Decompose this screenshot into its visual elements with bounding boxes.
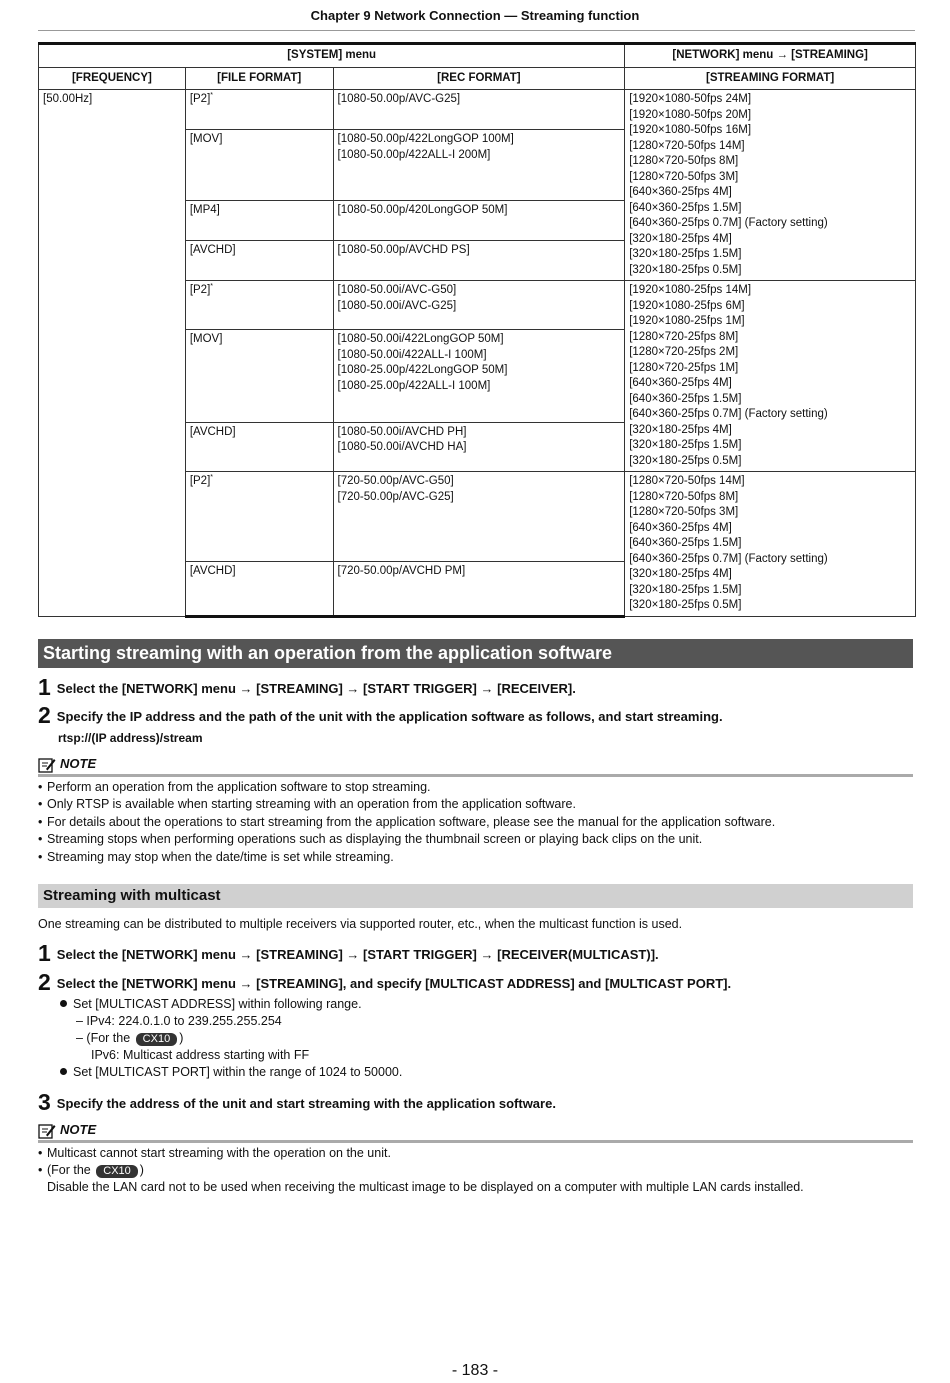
note-item — [38, 1162, 391, 1179]
file-format-cell — [185, 200, 333, 240]
file-format-cell — [185, 330, 333, 422]
rec-format-cell — [333, 422, 625, 471]
rec-format-cell — [333, 200, 625, 240]
rec-format-value: [1080-50.00i/AVCHD PH] — [337, 425, 467, 438]
rec-format-value: [1080-50.00i/422LongGOP 50M] — [337, 333, 504, 346]
streaming-format-cell — [625, 472, 916, 617]
file-format-label: [AVCHD] — [189, 243, 236, 256]
step-number: 3 — [38, 1089, 51, 1115]
header-divider — [38, 30, 915, 31]
note-pencil-icon — [38, 756, 56, 774]
note-for-the: (For the — [47, 1163, 91, 1178]
frequency-cell: [50.00Hz] — [39, 90, 186, 617]
file-format-cell — [185, 240, 333, 280]
streaming-format-value: [1280×720-50fps 8M] — [629, 155, 739, 167]
rec-format-value: [720-50.00p/AVC-G25] — [337, 490, 454, 503]
file-format-cell — [185, 562, 333, 616]
streaming-format-cell — [625, 90, 916, 281]
rtsp-url: rtsp://(IP address)/stream — [58, 731, 203, 745]
step-1 — [38, 938, 659, 965]
streaming-format-value: [1920×1080-25fps 1M] — [629, 315, 745, 327]
note-item: • Streaming may stop when the date/time is set while streaming. — [38, 849, 775, 866]
paren-close: ) — [139, 1163, 144, 1178]
streaming-format-value: [640×360-25fps 0.7M] (Factory setting) — [629, 552, 828, 565]
streaming-format-value: [320×180-25fps 0.5M] — [629, 599, 742, 611]
streaming-format-value: [640×360-25fps 1.5M] — [629, 537, 742, 549]
footnote-marker: * — [210, 283, 214, 290]
note-item: • For details about the operations to start streaming from the application software, please see the manual for the application software. — [38, 814, 775, 831]
streaming-format-value: [320×180-25fps 4M] — [629, 568, 732, 580]
note-item: • Perform an operation from the application software to stop streaming. — [38, 779, 775, 796]
step-2 — [38, 700, 723, 727]
step-text: Specify the address of the unit and start streaming with the application software. — [56, 1096, 556, 1111]
footnote-marker: * — [210, 474, 214, 481]
rec-format-value: [1080-50.00p/AVC-G25] — [337, 93, 461, 105]
rec-format-value: [720-50.00p/AVCHD PM] — [337, 565, 466, 578]
bullet-text: Set [MULTICAST PORT] within the range of 1024 to 50000. — [73, 1065, 403, 1079]
streaming-format-value: [640×360-25fps 4M] — [629, 521, 732, 534]
rec-format-value: [1080-50.00i/AVC-G25] — [337, 299, 457, 312]
file-format-cell — [185, 472, 333, 562]
rec-format-value: [1080-50.00i/422ALL-I 100M] — [337, 348, 487, 361]
bullet-dot — [60, 1068, 67, 1075]
col-frequency: [FREQUENCY] — [39, 67, 186, 90]
rec-format-value: [1080-50.00p/AVCHD PS] — [337, 243, 470, 256]
note-pencil-icon — [38, 1122, 56, 1140]
bullet-multicast-address — [60, 997, 362, 1011]
rec-format-value: [1080-50.00p/420LongGOP 50M] — [337, 203, 508, 216]
file-format-label: [AVCHD] — [189, 565, 236, 578]
table-row — [39, 90, 916, 130]
streaming-format-value: [640×360-25fps 4M] — [629, 186, 732, 198]
streaming-format-value: [1920×1080-25fps 6M] — [629, 299, 745, 312]
rec-format-cell — [333, 562, 625, 616]
section-title-multicast: Streaming with multicast — [38, 884, 913, 908]
streaming-format-value: [1280×720-50fps 14M] — [629, 475, 745, 487]
streaming-format-value: [640×360-25fps 4M] — [629, 377, 732, 389]
file-format-label: [MOV] — [189, 333, 223, 346]
file-format-cell — [185, 422, 333, 471]
file-format-cell — [185, 90, 333, 130]
ipv4-range: – IPv4: 224.0.1.0 to 239.255.255.254 — [76, 1014, 282, 1028]
bullet-text: Set [MULTICAST ADDRESS] within following range. — [73, 997, 362, 1011]
file-format-label: [P2] — [189, 284, 211, 296]
note-header — [38, 756, 913, 777]
streaming-format-cell — [625, 281, 916, 472]
ipv6-range: IPv6: Multicast address starting with FF — [91, 1048, 310, 1062]
rec-format-cell — [333, 130, 625, 201]
rec-format-value: [720-50.00p/AVC-G50] — [337, 475, 454, 487]
step-text: Select the [NETWORK] menu → [STREAMING] → [START TRIGGER] → [RECEIVER(MULTICAST)]. — [56, 947, 659, 962]
streaming-format-value: [1920×1080-50fps 16M] — [629, 124, 752, 136]
col-file-format: [FILE FORMAT] — [185, 67, 333, 90]
step-text: Select the [NETWORK] menu → [STREAMING] → [START TRIGGER] → [RECEIVER]. — [56, 681, 576, 696]
streaming-format-value: [320×180-25fps 1.5M] — [629, 248, 742, 260]
step-number: 2 — [38, 969, 51, 995]
note-lan-card: Disable the LAN card not to be used when receiving the multicast image to be displayed on a computer with multiple LAN cards installed. — [47, 1180, 804, 1194]
file-format-cell — [185, 130, 333, 201]
streaming-format-value: [1920×1080-25fps 14M] — [629, 284, 752, 296]
note-item: • Only RTSP is available when starting streaming with an operation from the application software. — [38, 796, 775, 813]
note-list — [38, 779, 775, 866]
streaming-format-value: [320×180-25fps 1.5M] — [629, 583, 742, 596]
step-number: 1 — [38, 674, 51, 700]
streaming-format-value: [1280×720-50fps 3M] — [629, 506, 739, 518]
multicast-intro: One streaming can be distributed to multiple receivers via supported router, etc., when the multicast function is used. — [38, 917, 683, 931]
rec-format-value: [1080-25.00p/422LongGOP 50M] — [337, 364, 508, 377]
rec-format-cell — [333, 90, 625, 130]
bullet-dot — [60, 1000, 67, 1007]
rec-format-value: [1080-50.00i/AVCHD HA] — [337, 441, 467, 454]
chapter-header: Chapter 9 Network Connection — Streaming function — [310, 8, 640, 23]
streaming-format-value: [640×360-25fps 1.5M] — [629, 392, 742, 405]
streaming-format-value: [640×360-25fps 0.7M] (Factory setting) — [629, 408, 828, 420]
cx10-condition — [76, 1031, 183, 1046]
streaming-format-value: [640×360-25fps 1.5M] — [629, 201, 742, 214]
streaming-format-value: [1280×720-50fps 8M] — [629, 490, 739, 503]
section-title-application-streaming: Starting streaming with an operation from the application software — [38, 639, 913, 668]
cx10-badge: CX10 — [136, 1033, 178, 1046]
step-number: 2 — [38, 702, 51, 728]
note-item: • Streaming stops when performing operations such as displaying the thumbnail screen or playing back clips on the unit. — [38, 831, 775, 848]
rec-format-cell — [333, 240, 625, 280]
note-item: • Multicast cannot start streaming with the operation on the unit. — [38, 1145, 391, 1162]
streaming-format-value: [320×180-25fps 0.5M] — [629, 454, 742, 467]
col-rec-format: [REC FORMAT] — [333, 67, 625, 90]
file-format-label: [P2] — [189, 93, 211, 105]
streaming-format-value: [1920×1080-50fps 24M] — [629, 93, 752, 105]
streaming-format-value: [640×360-25fps 0.7M] (Factory setting) — [629, 217, 828, 229]
step-text: Specify the IP address and the path of the unit with the application software as follows, and start streaming. — [56, 709, 723, 724]
step-text: Select the [NETWORK] menu → [STREAMING], and specify [MULTICAST ADDRESS] and [MULTICAST PORT]. — [56, 976, 732, 991]
note-header — [38, 1122, 913, 1143]
file-format-label: [MOV] — [189, 133, 223, 146]
step-number: 1 — [38, 940, 51, 966]
step-1 — [38, 672, 576, 699]
step-3 — [38, 1087, 556, 1114]
footnote-marker: * — [210, 92, 214, 99]
streaming-format-value: [1280×720-50fps 3M] — [629, 170, 739, 183]
streaming-format-value: [320×180-25fps 0.5M] — [629, 263, 742, 276]
file-format-label: [P2] — [189, 475, 211, 487]
rec-format-value: [1080-50.00i/AVC-G50] — [337, 284, 457, 296]
rec-format-cell — [333, 330, 625, 422]
note-label: NOTE — [60, 1122, 97, 1137]
rec-format-value: [1080-50.00p/422ALL-I 200M] — [337, 148, 491, 161]
streaming-format-value: [320×180-25fps 4M] — [629, 232, 732, 245]
streaming-format-value: [320×180-25fps 4M] — [629, 423, 732, 436]
note-list — [38, 1145, 391, 1180]
rec-format-value: [1080-25.00p/422ALL-I 100M] — [337, 379, 491, 392]
streaming-format-value: [1280×720-50fps 14M] — [629, 139, 745, 152]
cx10-badge: CX10 — [96, 1165, 138, 1178]
file-format-cell — [185, 281, 333, 330]
note-label: NOTE — [60, 756, 97, 771]
bullet-multicast-port — [60, 1065, 402, 1079]
file-format-label: [AVCHD] — [189, 425, 236, 438]
rec-format-value: [1080-50.00p/422LongGOP 100M] — [337, 133, 514, 146]
step-2 — [38, 967, 731, 994]
file-format-label: [MP4] — [189, 203, 220, 216]
paren-close: ) — [179, 1031, 184, 1045]
streaming-format-value: [320×180-25fps 1.5M] — [629, 439, 742, 451]
for-the-text: – (For the — [76, 1031, 131, 1045]
streaming-format-value: [1280×720-25fps 1M] — [629, 361, 739, 374]
rec-format-cell — [333, 281, 625, 330]
page-number: - 183 - — [451, 1362, 499, 1379]
streaming-format-value: [1920×1080-50fps 20M] — [629, 108, 752, 121]
rec-format-cell — [333, 472, 625, 562]
streaming-format-table — [38, 42, 916, 618]
system-menu-header: [SYSTEM] menu — [39, 44, 625, 68]
streaming-format-value: [1280×720-25fps 2M] — [629, 346, 739, 358]
network-menu-header: [NETWORK] menu → [STREAMING] — [625, 44, 916, 68]
streaming-format-value: [1280×720-25fps 8M] — [629, 330, 739, 343]
col-streaming-format: [STREAMING FORMAT] — [625, 67, 916, 90]
